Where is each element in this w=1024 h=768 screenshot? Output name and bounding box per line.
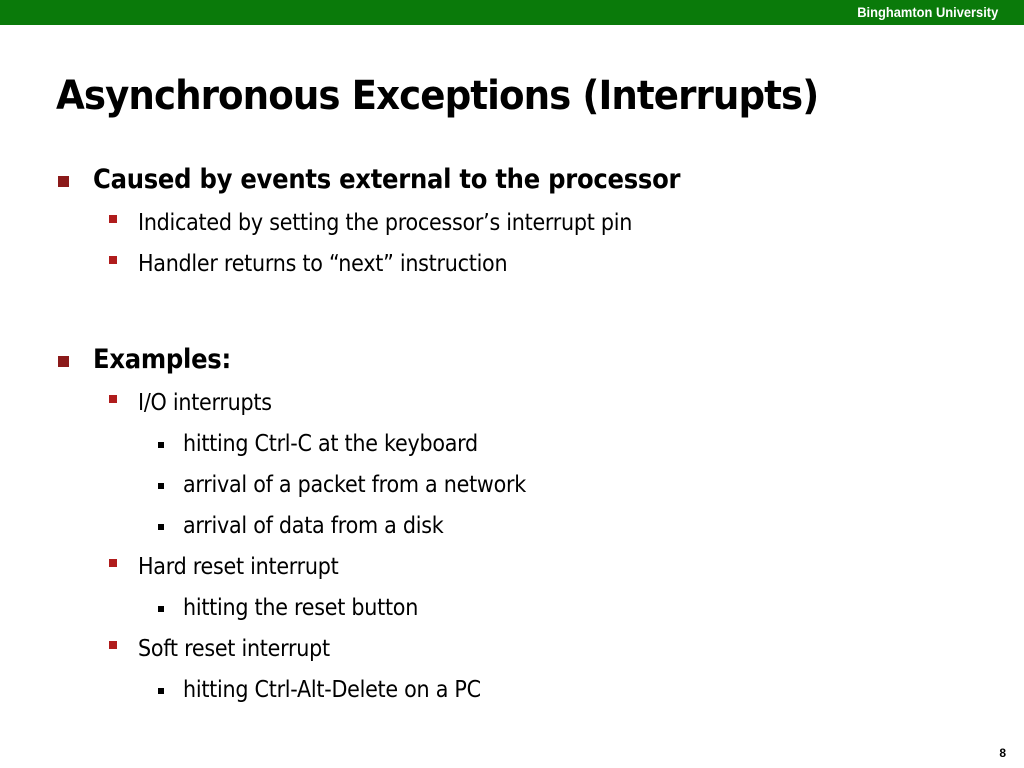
- level3-bullet-icon: [158, 524, 164, 530]
- bullet-level2-text: Handler returns to “next” instruction: [138, 251, 508, 277]
- level2-bullet-icon: [109, 256, 117, 264]
- bullet-level2-text: Soft reset interrupt: [138, 636, 330, 662]
- bullet-level3: [183, 429, 511, 459]
- level2-bullet-icon: [109, 559, 117, 567]
- bullet-level3-text: arrival of data from a disk: [183, 513, 444, 539]
- bullet-level2: [138, 208, 687, 238]
- bullet-level1: [93, 343, 246, 377]
- bullet-level3: [183, 470, 564, 500]
- bullet-level2-text: Indicated by setting the processor’s interrupt pin: [138, 210, 633, 236]
- bullet-level3-text: hitting Ctrl-C at the keyboard: [183, 431, 478, 457]
- bullet-level2: [138, 249, 548, 279]
- bullet-level3: [183, 593, 444, 623]
- level3-bullet-icon: [158, 688, 164, 694]
- bullet-level2-text: I/O interrupts: [138, 390, 272, 416]
- bullet-level1: [93, 163, 746, 197]
- bullet-level2: [138, 634, 351, 664]
- level3-bullet-icon: [158, 483, 164, 489]
- level2-bullet-icon: [109, 215, 117, 223]
- level3-bullet-icon: [158, 606, 164, 612]
- bullet-level3: [183, 511, 472, 541]
- bullet-level2-text: Hard reset interrupt: [138, 554, 339, 580]
- level2-bullet-icon: [109, 395, 117, 403]
- level3-bullet-icon: [158, 442, 164, 448]
- bullet-level3-text: arrival of a packet from a network: [183, 472, 526, 498]
- level2-bullet-icon: [109, 641, 117, 649]
- org-name: Binghamton University: [857, 4, 998, 20]
- bullet-level3-text: hitting the reset button: [183, 595, 419, 621]
- bullet-level1-text: Caused by events external to the processor: [93, 164, 681, 195]
- bullet-level2: [138, 552, 361, 582]
- bullet-level3: [183, 675, 514, 705]
- level1-bullet-icon: [58, 356, 69, 367]
- header-bar: [0, 0, 1024, 25]
- bullet-level3-text: hitting Ctrl-Alt-Delete on a PC: [183, 677, 481, 703]
- bullet-level2: [138, 388, 287, 418]
- bullet-level1-text: Examples:: [93, 344, 231, 375]
- page-number: 8: [999, 746, 1006, 760]
- slide-title: Asynchronous Exceptions (Interrupts): [56, 73, 819, 119]
- level1-bullet-icon: [58, 176, 69, 187]
